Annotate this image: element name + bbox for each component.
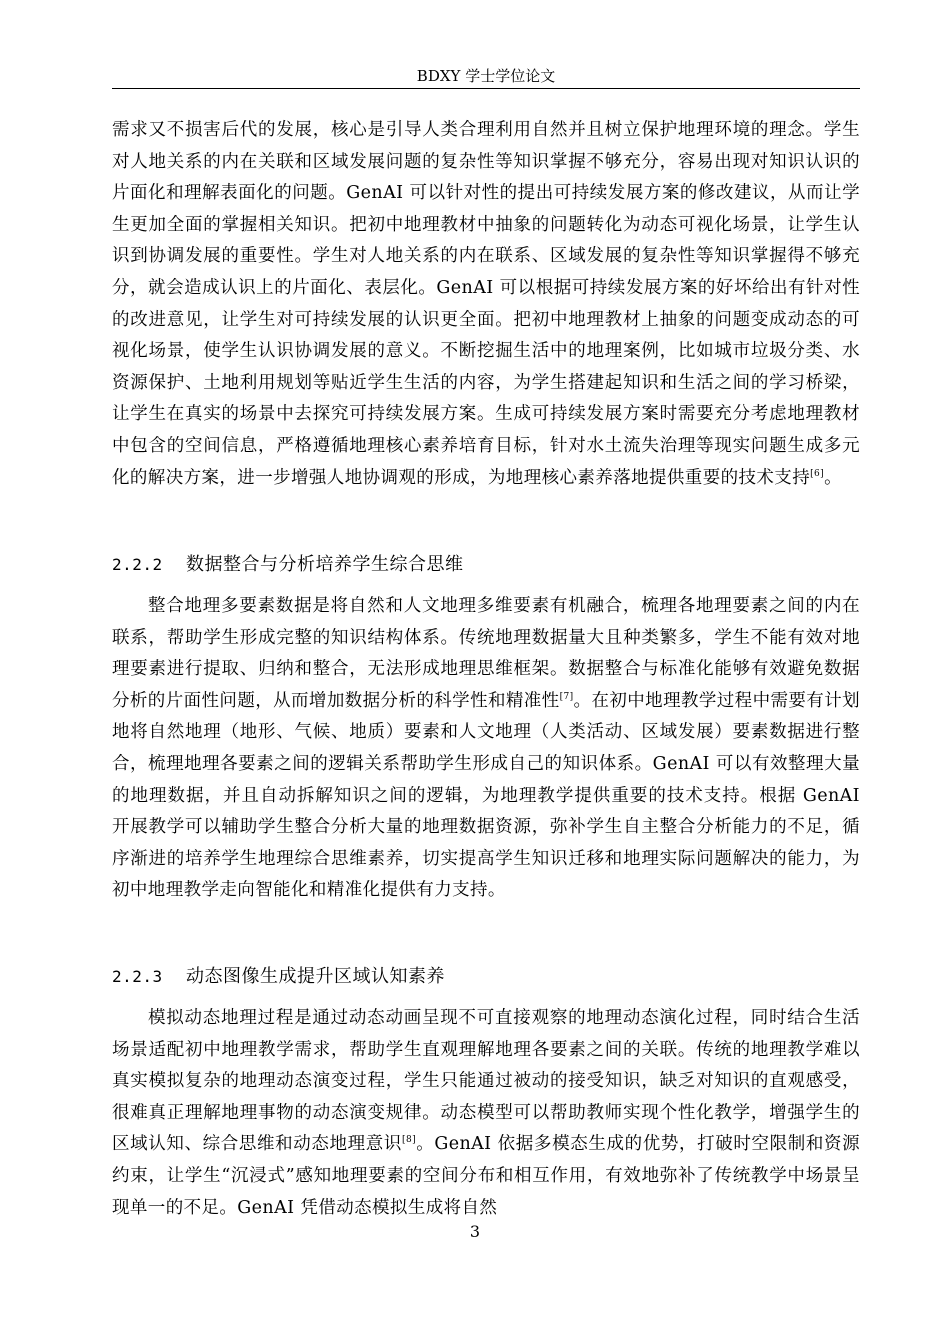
- section-title: 动态图像生成提升区域认知素养: [186, 966, 445, 987]
- paragraph-text-continued: 。GenAI 依据多模态生成的优势，打破时空限制和资源约束，让学生“沉浸式”感知地理要素的空间分布和相互作用，有效地弥补了传统教学中场景呈现单一的不足。GenAI 凭借动态模拟生成将自然: [112, 1134, 860, 1218]
- paragraph-text-continued: 。在初中地理教学过程中需要有计划地将自然地理（地形、气候、地质）要素和人文地理（人类活动、区域发展）要素数据进行整合，梳理地理各要素之间的逻辑关系帮助学生形成自己的知识体系。GenAI 可以有效整理大量的地理数据，并且自动拆解知识之间的逻辑，为地理教学提供重要的技术支持。根据 GenAI 开展教学可以辅助学生整合分析大量的地理数据资源，弥补学生自主整合分析能力的不足，循序渐进的培养学生地理综合思维素养，切实提高学生知识迁移和地理实际问题解决的能力，为初中地理教学走向智能化和精准化提供有力支持。: [112, 690, 861, 901]
- citation: [6]: [810, 468, 825, 479]
- section-heading-2-2-2: [112, 550, 464, 580]
- paragraph-text: 模拟动态地理过程是通过动态动画呈现不可直接观察的地理动态演化过程，同时结合生活场景适配初中地理教学需求，帮助学生直观理解地理各要素之间的关联。传统的地理教学难以真实模拟复杂的地理动态演变过程，学生只能通过被动的接受知识，缺乏对知识的直观感受，很难真正理解地理事物的动态演变规律。动态模型可以帮助教师实现个性化教学，增强学生的区域认知、综合思维和动态地理意识: [112, 1008, 860, 1155]
- page-number: 3: [469, 1222, 481, 1241]
- section-number: 2.2.3: [112, 967, 163, 986]
- section-title: 数据整合与分析培养学生综合思维: [186, 554, 464, 575]
- paragraph-end: 。: [824, 467, 842, 488]
- paragraph-text: 需求又不损害后代的发展，核心是引导人类合理利用自然并且树立保护地理环境的理念。学生对人地关系的内在关联和区域发展问题的复杂性等知识掌握不够充分，容易出现对知识认识的片面化和理解表面化的问题。GenAI 可以针对性的提出可持续发展方案的修改建议，从而让学生更加全面的掌握相关知识。把初中地理教材中抽象的问题转化为动态可视化场景，让学生认识到协调发展的重要性。学生对人地关系的内在联系、区域发展的复杂性等知识掌握得不够充分，就会造成认识上的片面化、表层化。GenAI 可以根据可持续发展方案的好坏给出有针对性的改进意见，让学生对可持续发展的认识更全面。把初中地理教材上抽象的问题变成动态的可视化场景，使学生认识协调发展的意义。不断挖掘生活中的地理案例，比如城市垃圾分类、水资源保护、土地利用规划等贴近学生生活的内容，为学生搭建起知识和生活之间的学习桥梁，让学生在真实的场景中去探究可持续发展方案。生成可持续发展方案时需要充分考虑地理教材中包含的空间信息，严格遵循地理核心素养培育目标，针对水土流失治理等现实问题生成多元化的解决方案，进一步增强人地协调观的形成，为地理核心素养落地提供重要的技术支持: [112, 120, 860, 488]
- section-number: 2.2.2: [112, 555, 163, 574]
- citation: [8]: [402, 1135, 416, 1146]
- section-heading-2-2-3: [112, 962, 445, 992]
- paragraph-sustainable-development: [112, 115, 860, 494]
- paragraph-text: 整合地理多要素数据是将自然和人文地理多维要素有机融合，梳理各地理要素之间的内在联系，帮助学生形成完整的知识结构体系。传统地理数据量大且种类繁多，学生不能有效对地理要素进行提取、归纳和整合，无法形成地理思维框架。数据整合与标准化能够有效避免数据分析的片面性问题，从而增加数据分析的科学性和精准性: [112, 596, 860, 711]
- citation: [7]: [559, 691, 574, 702]
- paragraph-data-integration: [112, 591, 860, 907]
- page-header: BDXY 学士学位论文: [112, 64, 860, 89]
- paragraph-dynamic-images: [112, 1003, 860, 1224]
